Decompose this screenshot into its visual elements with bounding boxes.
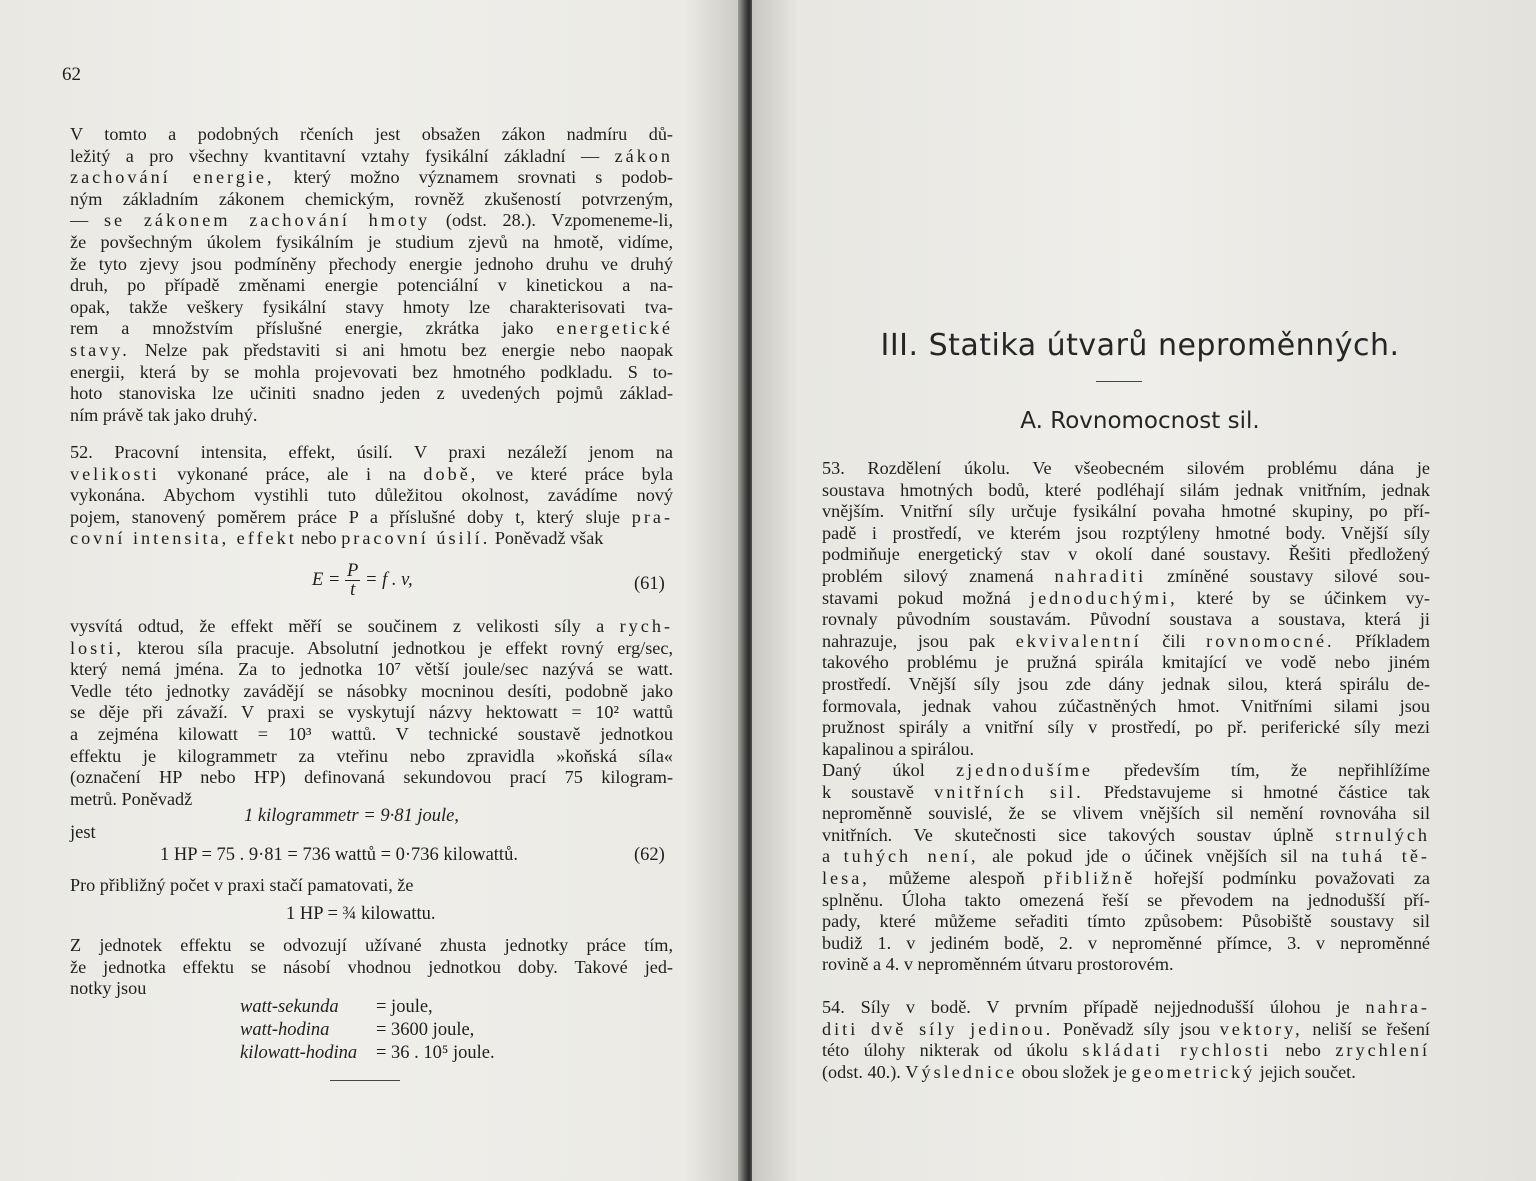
spaced-emphasis: době, bbox=[423, 463, 479, 484]
text-line: problém silový znamená nahraditi zmíněné soustavy silové sou- bbox=[822, 565, 1431, 586]
text-line: (odst. 40.). Výslednice obou složek je geometrický jejich součet. bbox=[822, 1061, 1356, 1082]
spaced-emphasis: rych- bbox=[619, 616, 673, 636]
spaced-emphasis: jednoduchými, bbox=[1030, 587, 1178, 608]
end-rule bbox=[330, 1080, 400, 1081]
equation-approx: 1 HP = ¾ kilowattu. bbox=[286, 904, 436, 924]
left-page bbox=[0, 0, 744, 1181]
spaced-emphasis: strnulých bbox=[1335, 824, 1430, 845]
spaced-emphasis: přibližně bbox=[1043, 867, 1136, 888]
text-line: se děje při závaží. V praxi se vyskytují názvy hektowatt = 10² wattů bbox=[70, 702, 673, 723]
text-line: této úlohy nikterak od úkolu skládati rychlosti nebo zrychlení bbox=[822, 1040, 1431, 1061]
paragraph-energy-law bbox=[70, 124, 673, 426]
text-line: 54. Síly v bodě. V prvním případě nejjednodušší úlohou je nahra- bbox=[822, 997, 1430, 1017]
label-jest: jest bbox=[70, 823, 96, 843]
spaced-emphasis: ekvivalentní bbox=[1015, 630, 1142, 651]
spaced-emphasis: rovnomocné. bbox=[1206, 630, 1335, 651]
unit-name: kilowatt-hodina bbox=[240, 1043, 358, 1063]
spaced-emphasis: se zákonem zachování hmoty bbox=[103, 210, 431, 231]
text-line: 53. Rozdělení úkolu. Ve všeobecném silovém problému dána je bbox=[822, 458, 1430, 478]
spaced-emphasis: vnitřních sil. bbox=[934, 781, 1084, 802]
spaced-emphasis: zrychlení bbox=[1335, 1040, 1431, 1061]
spaced-emphasis: velikosti bbox=[70, 463, 160, 484]
text-line: stavy. Nelze pak představiti si ani hmotu bez energie nebo naopak bbox=[70, 339, 673, 360]
text-line: hoto stanoviska lze učiniti snadno jeden z uvedených pojmů základ- bbox=[70, 383, 673, 404]
text-line: budiž 1. v jediném bodě, 2. v neproměnné přímce, 3. v neproměnné bbox=[822, 932, 1430, 953]
text-line: Pro přibližný počet v praxi stačí pamatovati, že bbox=[70, 875, 414, 895]
eq61-lhs: E = bbox=[312, 569, 341, 590]
text-line: že povšechným úkolem fysikálním je studium zjevů na hmotě, vidíme, bbox=[70, 231, 673, 252]
text-line: prostředí. Vnější síly jsou zde dány jednak silou, která spirálu de- bbox=[822, 673, 1430, 694]
eq61-denominator: t bbox=[350, 580, 356, 600]
equation-62: 1 HP = 75 . 9·81 = 736 wattů = 0·736 kilowattů. bbox=[160, 845, 518, 865]
text-line: k soustavě vnitřních sil. Představujeme si hmotné částice tak bbox=[822, 781, 1431, 802]
text-line: pady, které můžeme seřaditi tímto způsobem: Působiště soustavy sil bbox=[822, 911, 1430, 932]
text-line: diti dvě síly jedinou. Poněvadž síly jsou vektory, neliší se řešení bbox=[822, 1018, 1430, 1039]
section-title: A. Rovnomocnost sil. bbox=[1020, 408, 1260, 434]
spaced-emphasis: tuhá tě- bbox=[1341, 846, 1430, 867]
paragraph-approx bbox=[70, 875, 673, 897]
unit-value: = 36 . 10⁵ joule. bbox=[376, 1043, 495, 1063]
paragraph-53 bbox=[822, 458, 1430, 760]
eq61-rhs: = f . v, bbox=[364, 569, 413, 590]
text-line: že tyto zjevy jsou podmíněny přechody energie jednoho druhu ve druhý bbox=[70, 253, 673, 274]
text-line: ležitý a pro všechny kvantitavní vztahy fysikální základní — zákon bbox=[70, 145, 673, 166]
text-line: neproměnně souvislé, že se vlivem vnějších sil nemění rovnováha sil bbox=[822, 803, 1430, 824]
unit-value: = 3600 joule, bbox=[376, 1020, 475, 1040]
paragraph-54 bbox=[822, 997, 1430, 1083]
spaced-emphasis: zákon bbox=[614, 145, 673, 166]
text-line: Daný úkol zjednodušíme především tím, že nepřihlížíme bbox=[822, 760, 1430, 780]
units-row bbox=[240, 1042, 495, 1065]
units-table bbox=[240, 996, 495, 1065]
spaced-emphasis: diti dvě síly jedinou. bbox=[822, 1018, 1054, 1039]
paragraph-simplify bbox=[822, 760, 1430, 976]
equation-61 bbox=[312, 562, 413, 599]
text-line: takového problému je pružná spirála kmitající ve vodě nebo jiném bbox=[822, 652, 1430, 673]
text-line: Vedle této jednotky zavádějí se násobky mocninou desíti, podobně jako bbox=[70, 680, 673, 701]
spaced-emphasis: pra- bbox=[631, 506, 673, 527]
chapter-title: III. Statika útvarů neproměnných. bbox=[880, 328, 1400, 363]
text-line: zachování energie, který možno významem srovnati s podob- bbox=[70, 167, 673, 188]
text-line: ním právě tak jako druhý. bbox=[70, 404, 258, 425]
chapter-rule bbox=[1096, 381, 1142, 382]
text-line: velikosti vykonané práce, ale i na době, ve které práce byla bbox=[70, 463, 673, 484]
text-line: že jednotka effektu se násobí vhodnou jednotkou doby. Takové jed- bbox=[70, 956, 673, 977]
unit-value: = joule, bbox=[376, 997, 433, 1017]
text-line: vykonána. Abychom vystihli tuto důležitou okolnost, zavádíme nový bbox=[70, 485, 673, 506]
spaced-emphasis: nahra- bbox=[1365, 997, 1430, 1017]
text-line: padě i prostředí, ve kterém jsou rozptýleny hmotné body. Vnější síly bbox=[822, 522, 1430, 543]
paragraph-effect-units bbox=[70, 616, 673, 810]
text-line: energii, která by se mohla projevovati bez hmotného podkladu. S to- bbox=[70, 361, 673, 382]
spaced-emphasis: pracovní úsilí. bbox=[341, 528, 491, 549]
text-line: kapalinou a spirálou. bbox=[822, 738, 975, 759]
spaced-emphasis: losti, bbox=[70, 637, 124, 658]
text-line: covní intensita, effekt nebo pracovní úsilí. Poněvadž však bbox=[70, 528, 604, 549]
spaced-emphasis: zjednodušíme bbox=[955, 760, 1093, 780]
text-line: metrů. Poněvadž bbox=[70, 788, 193, 809]
text-line: stavami pokud možná jednoduchými, které by se účinkem vy- bbox=[822, 587, 1430, 608]
spaced-emphasis: nahraditi bbox=[1054, 565, 1147, 586]
units-row bbox=[240, 996, 495, 1019]
spaced-emphasis: tuhých není, bbox=[843, 846, 979, 867]
text-line: — se zákonem zachování hmoty (odst. 28.). Vzpomeneme-li, bbox=[70, 210, 674, 231]
eq61-numerator: P bbox=[347, 561, 359, 581]
text-line: ným základním zákonem chemickým, rovněž zkušeností potvrzeným, bbox=[70, 188, 673, 209]
paragraph-52 bbox=[70, 442, 673, 550]
spaced-emphasis: zachování energie, bbox=[70, 167, 275, 188]
text-line: podmiňuje energetický stav v okolí dané soustavy. Řešiti předložený bbox=[822, 544, 1430, 565]
eq61-fraction bbox=[345, 562, 360, 599]
text-line: rem a množstvím příslušné energie, zkrátka jako energetické bbox=[70, 318, 673, 339]
text-line: pojem, stanovený poměrem práce P a příslušné doby t, který sluje pra- bbox=[70, 506, 673, 527]
text-line: 52. Pracovní intensita, effekt, úsilí. V praxi nezáleží jenom na bbox=[70, 442, 673, 462]
text-line: vnitřních. Ve skutečnosti sice takových soustav úplně strnulých bbox=[822, 824, 1430, 845]
spaced-emphasis: skládati rychlosti bbox=[1082, 1040, 1272, 1061]
text-line: notky jsou bbox=[70, 978, 147, 999]
text-line: nahrazuje, jsou pak ekvivalentní čili rovnomocné. Příkladem bbox=[822, 630, 1431, 651]
text-line: effektu je kilogrammetr za vteřinu nebo zpravidla »koňská síla« bbox=[70, 745, 673, 766]
text-line: soustava hmotných bodů, které podléhají silám jednak vnitřním, jednak bbox=[822, 479, 1430, 500]
equation-61-tag: (61) bbox=[634, 574, 665, 594]
spaced-emphasis: stavy. bbox=[70, 339, 130, 360]
text-line: opak, takže veškery fysikální stavy hmoty lze charakterisovati tva- bbox=[70, 296, 673, 317]
page-number: 62 bbox=[62, 64, 81, 85]
spaced-emphasis: covní intensita, effekt bbox=[70, 528, 297, 549]
equation-62-tag: (62) bbox=[634, 845, 665, 865]
text-line: pružnost spirály a vnitřní síly v prostředí, po př. periferické síly mezi bbox=[822, 717, 1430, 738]
text-line: rovnaly původním soustavám. Původní soustava a soustava, která ji bbox=[822, 609, 1430, 630]
text-line: vysvítá odtud, že effekt měří se součinem z velikosti síly a rych- bbox=[70, 616, 673, 636]
text-line: formovala, jednak vahou zúčastněných hmot. Vnitřními silami jsou bbox=[822, 695, 1430, 716]
unit-name: watt-sekunda bbox=[240, 997, 339, 1017]
unit-name: watt-hodina bbox=[240, 1020, 330, 1040]
spaced-emphasis: vektory, bbox=[1219, 1018, 1303, 1039]
text-line: vnějším. Vnitřní síly určuje fysikální povaha hmotné skupiny, po pří- bbox=[822, 501, 1430, 522]
spaced-emphasis: lesa, bbox=[822, 867, 870, 888]
units-row bbox=[240, 1019, 495, 1042]
text-line: druh, po případě změnami energie potenciální v kinetickou a na- bbox=[70, 275, 673, 296]
text-line: lesa, můžeme alespoň přibližně hořejší podmínku považovati za bbox=[822, 867, 1430, 888]
text-line: a tuhých není, ale pokud jde o účinek vnějších sil na tuhá tě- bbox=[822, 846, 1430, 867]
spaced-emphasis: Výslednice bbox=[905, 1061, 1018, 1082]
spaced-emphasis: energetické bbox=[556, 318, 673, 339]
text-line: který nemá jména. Za to jednotka 10⁷ větší joule/sec nazývá se watt. bbox=[70, 659, 673, 680]
text-line: V tomto a podobných rčeních jest obsažen zákon nadmíru dů- bbox=[70, 124, 673, 144]
text-line: splněnu. Úloha takto omezená řeší se převodem na jednodušší pří- bbox=[822, 889, 1430, 910]
text-line: losti, kterou síla pracuje. Absolutní jednotkou je effekt rovný erg/sec, bbox=[70, 637, 673, 658]
spaced-emphasis: geometrický bbox=[1131, 1061, 1256, 1082]
equation-kilogrammeter: 1 kilogrammetr = 9·81 joule, bbox=[244, 806, 459, 826]
text-line: rovině a 4. v neproměnném útvaru prostorovém. bbox=[822, 954, 1174, 975]
text-line: Z jednotek effektu se odvozují užívané zhusta jednotky práce tím, bbox=[70, 935, 673, 955]
text-line: a zejména kilowatt = 10³ wattů. V technické soustavě jednotkou bbox=[70, 723, 673, 744]
paragraph-work-units bbox=[70, 935, 673, 1000]
text-line: (označení HP nebo ҤP) definovaná sekundovou prací 75 kilogram- bbox=[70, 767, 673, 788]
